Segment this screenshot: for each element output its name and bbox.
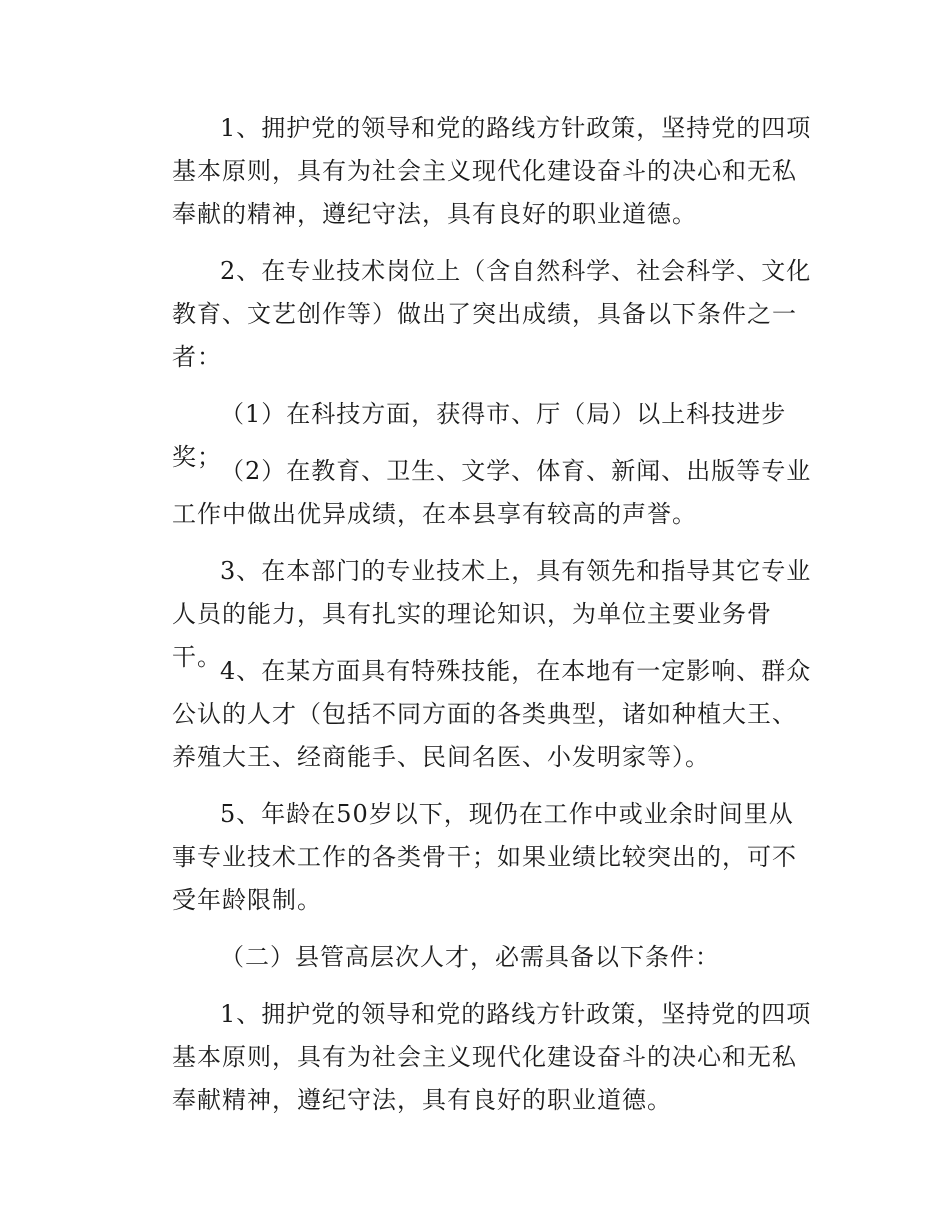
paragraph-criterion-1: 1、拥护党的领导和党的路线方针政策，坚持党的四项基本原则，具有为社会主义现代化建设奋斗的决心和无私奉献的精神，遵纪守法，具有良好的职业道德。 <box>172 114 812 228</box>
paragraph-criterion-5: 5、年龄在50岁以下，现仍在工作中或业余时间里从事专业技术工作的各类骨干；如果业绩比较突出的，可不受年龄限制。 <box>172 800 797 914</box>
paragraph-criterion-4: 4、在某方面具有特殊技能，在本地有一定影响、群众公认的人才（包括不同方面的各类典型，诸如种植大王、养殖大王、经商能手、民间名医、小发明家等）。 <box>172 657 812 771</box>
paragraph-subcriterion-2: （2）在教育、卫生、文学、体育、新闻、出版等专业工作中做出优异成绩，在本县享有较高的声誉。 <box>172 457 812 528</box>
paragraph-criterion-2: 2、在专业技术岗位上（含自然科学、社会科学、文化教育、文艺创作等）做出了突出成绩，具备以下条件之一者： <box>172 257 812 371</box>
paragraph-criterion-3: 3、在本部门的专业技术上，具有领先和指导其它专业人员的能力，具有扎实的理论知识，为单位主要业务骨干。 <box>172 557 812 671</box>
paragraph-subcriterion-1: （1）在科技方面，获得市、厅（局）以上科技进步奖； <box>172 400 787 471</box>
paragraph-county-criterion-1: 1、拥护党的领导和党的路线方针政策，坚持党的四项基本原则，具有为社会主义现代化建设奋斗的决心和无私奉献精神，遵纪守法，具有良好的职业道德。 <box>172 1000 812 1114</box>
section-heading-county-talent: （二）县管高层次人才，必需具备以下条件： <box>220 943 720 971</box>
